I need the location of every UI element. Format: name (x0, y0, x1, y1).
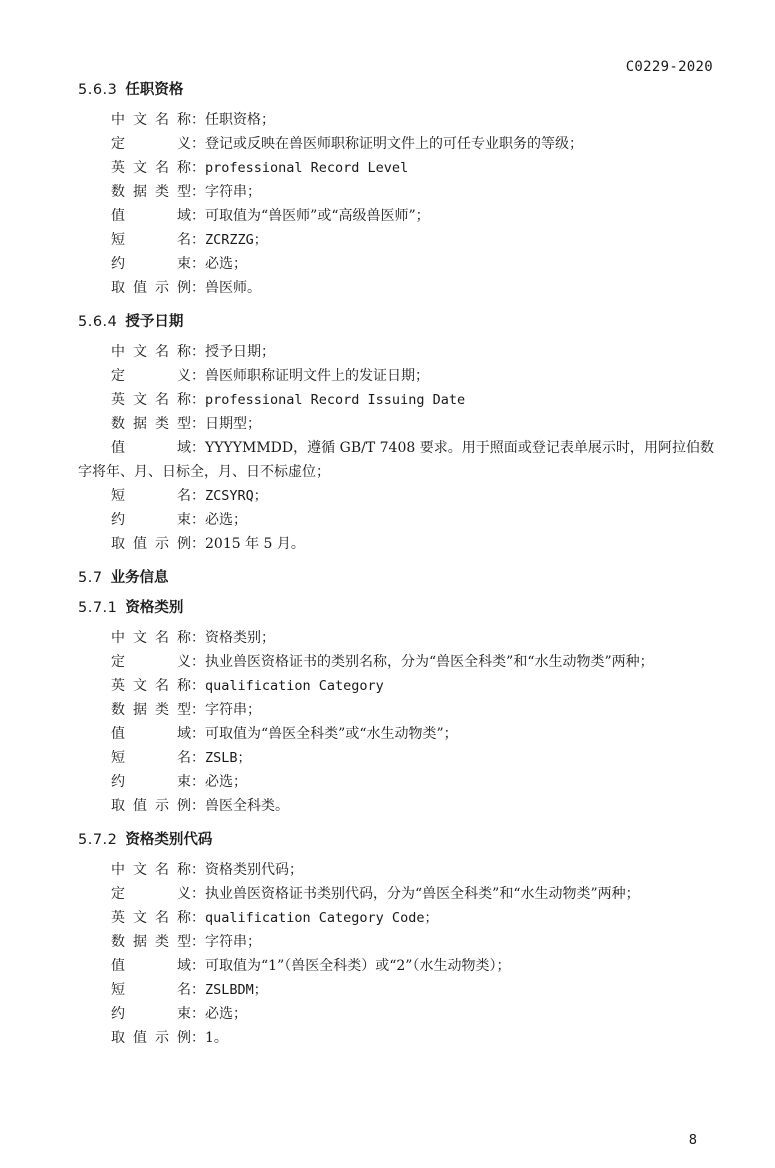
section-5-7-2 (78, 828, 714, 1050)
field-value: 可取值为“1”（兽医全科类）或“2”（水生动物类）； (205, 958, 511, 974)
section-title: 业务信息 (110, 570, 169, 586)
field-short-name: 短名 ： ZCRZZG； (78, 228, 714, 252)
field-value: 兽医师。 (205, 280, 261, 296)
field-value: qualification Category Code； (205, 910, 438, 926)
field-label: 短名 (111, 750, 191, 766)
field-value: 兽医全科类。 (205, 798, 289, 814)
field-value-domain: 值域：YYYYMMDD，遵循 GB/T 7408 要求。用于照面或登记表单展示时，用阿拉伯数字将年、月、日标全，月、日不标虚位； (78, 436, 714, 484)
field-example: 取值示例 ： 兽医全科类。 (78, 794, 714, 818)
field-label: 取值示例 (111, 536, 191, 552)
field-label: 值域 (111, 208, 191, 224)
field-value: 兽医师职称证明文件上的发证日期； (205, 368, 429, 384)
field-label: 短名 (111, 982, 191, 998)
section-title: 资格类别代码 (125, 832, 213, 848)
section-title: 授予日期 (125, 314, 184, 330)
field-example: 取值示例 ： 兽医师。 (78, 276, 714, 300)
field-value: 字符串； (205, 934, 261, 950)
field-value: 必选； (205, 1006, 247, 1022)
field-value: ZCRZZG； (205, 232, 268, 248)
field-label: 中文名称 (111, 630, 191, 646)
field-label: 约束 (111, 512, 191, 528)
field-label: 定义 (111, 136, 191, 152)
field-constraint: 约束 ： 必选； (78, 1002, 714, 1026)
field-chinese-name: 中文名称 ： 资格类别代码； (78, 858, 714, 882)
field-label: 中文名称 (111, 344, 191, 360)
field-label: 值域 (111, 958, 191, 974)
field-label: 英文名称 (111, 910, 191, 926)
field-short-name: 短名 ： ZCSYRQ； (78, 484, 714, 508)
field-value: 可取值为“兽医全科类”或“水生动物类”； (205, 726, 458, 742)
field-definition: 定义 ： 执业兽医资格证书的类别名称，分为“兽医全科类”和“水生动物类”两种； (78, 650, 714, 674)
field-constraint: 约束 ： 必选； (78, 770, 714, 794)
document-body (78, 78, 714, 1060)
field-data-type: 数据类型 ： 字符串； (78, 180, 714, 204)
field-value: qualification Category (205, 678, 384, 694)
field-english-name: 英文名称 ： professional Record Issuing Date (78, 388, 714, 412)
field-value-domain: 值域 ： 可取值为“兽医师”或“高级兽医师”； (78, 204, 714, 228)
field-label: 定义 (111, 886, 191, 902)
field-value: 资格类别代码； (205, 862, 303, 878)
section-title: 资格类别 (125, 600, 184, 616)
field-data-type: 数据类型 ： 字符串； (78, 698, 714, 722)
field-value: 日期型； (205, 416, 261, 432)
section-number: 5.7.1 (78, 600, 118, 616)
field-label: 数据类型 (111, 934, 191, 950)
field-value: 字符串； (205, 702, 261, 718)
field-data-type: 数据类型 ： 字符串； (78, 930, 714, 954)
field-label: 英文名称 (111, 678, 191, 694)
field-value: 必选； (205, 774, 247, 790)
field-short-name: 短名 ： ZSLBDM； (78, 978, 714, 1002)
field-value: 任职资格； (205, 112, 275, 128)
field-value-domain: 值域 ： 可取值为“1”（兽医全科类）或“2”（水生动物类）； (78, 954, 714, 978)
field-value: professional Record Level (205, 160, 409, 176)
field-value: ZSLBDM； (205, 982, 268, 998)
field-label: 约束 (111, 1006, 191, 1022)
field-short-name: 短名 ： ZSLB； (78, 746, 714, 770)
field-value: ZCSYRQ； (205, 488, 268, 504)
document-code: C0229-2020 (625, 59, 713, 75)
field-label: 取值示例 (111, 280, 191, 296)
field-label: 中文名称 (111, 862, 191, 878)
field-label: 英文名称 (111, 160, 191, 176)
field-chinese-name: 中文名称 ： 资格类别； (78, 626, 714, 650)
field-value-domain: 值域 ： 可取值为“兽医全科类”或“水生动物类”； (78, 722, 714, 746)
field-label: 数据类型 (111, 184, 191, 200)
field-label: 约束 (111, 256, 191, 272)
field-english-name: 英文名称 ： qualification Category (78, 674, 714, 698)
field-value: professional Record Issuing Date (205, 392, 466, 408)
section-number: 5.6.4 (78, 314, 118, 330)
field-value: ZSLB； (205, 750, 252, 766)
field-label: 数据类型 (111, 416, 191, 432)
field-label: 定义 (111, 368, 191, 384)
field-label: 值域 (111, 726, 191, 742)
field-label: 数据类型 (111, 702, 191, 718)
field-value: 字符串； (205, 184, 261, 200)
field-value: 登记或反映在兽医师职称证明文件上的可任专业职务的等级； (205, 136, 583, 152)
field-value: 资格类别； (205, 630, 275, 646)
field-chinese-name: 中文名称 ： 授予日期； (78, 340, 714, 364)
field-value: 必选； (205, 512, 247, 528)
section-5-6-3 (78, 78, 714, 300)
field-value: 1。 (205, 1030, 228, 1046)
section-heading (78, 310, 714, 334)
field-definition: 定义 ： 兽医师职称证明文件上的发证日期； (78, 364, 714, 388)
field-label: 短名 (111, 488, 191, 504)
section-number: 5.6.3 (78, 82, 118, 98)
section-number: 5.7 (78, 570, 103, 586)
field-label: 值域 (111, 440, 191, 456)
field-chinese-name: 中文名称 ： 任职资格； (78, 108, 714, 132)
page-number: 8 (688, 1133, 697, 1148)
section-number: 5.7.2 (78, 832, 118, 848)
section-5-7-1 (78, 596, 714, 818)
field-value: 必选； (205, 256, 247, 272)
field-value: 执业兽医资格证书的类别名称，分为“兽医全科类”和“水生动物类”两种； (205, 654, 654, 670)
field-label: 短名 (111, 232, 191, 248)
section-title: 任职资格 (125, 82, 184, 98)
field-definition: 定义 ： 登记或反映在兽医师职称证明文件上的可任专业职务的等级； (78, 132, 714, 156)
field-label: 英文名称 (111, 392, 191, 408)
field-value: 执业兽医资格证书类别代码，分为“兽医全科类”和“水生动物类”两种； (205, 886, 640, 902)
field-value: 2015 年 5 月。 (205, 536, 305, 552)
section-heading-5-7 (78, 566, 714, 590)
field-label: 约束 (111, 774, 191, 790)
section-heading (78, 596, 714, 620)
field-english-name: 英文名称 ： professional Record Level (78, 156, 714, 180)
field-english-name: 英文名称 ： qualification Category Code； (78, 906, 714, 930)
field-data-type: 数据类型 ： 日期型； (78, 412, 714, 436)
section-heading (78, 78, 714, 102)
field-constraint: 约束 ： 必选； (78, 508, 714, 532)
field-value: YYYYMMDD，遵循 GB/T 7408 要求。用于照面或登记表单展示时，用阿拉伯数字将年、月、日标全，月、日不标虚位； (78, 440, 715, 480)
field-definition: 定义 ： 执业兽医资格证书类别代码，分为“兽医全科类”和“水生动物类”两种； (78, 882, 714, 906)
field-label: 定义 (111, 654, 191, 670)
field-constraint: 约束 ： 必选； (78, 252, 714, 276)
field-example: 取值示例 ： 1。 (78, 1026, 714, 1050)
field-value: 授予日期； (205, 344, 275, 360)
field-value: 可取值为“兽医师”或“高级兽医师”； (205, 208, 430, 224)
field-label: 取值示例 (111, 798, 191, 814)
section-heading (78, 828, 714, 852)
field-label: 中文名称 (111, 112, 191, 128)
section-5-6-4 (78, 310, 714, 556)
field-label: 取值示例 (111, 1030, 191, 1046)
field-example: 取值示例 ： 2015 年 5 月。 (78, 532, 714, 556)
